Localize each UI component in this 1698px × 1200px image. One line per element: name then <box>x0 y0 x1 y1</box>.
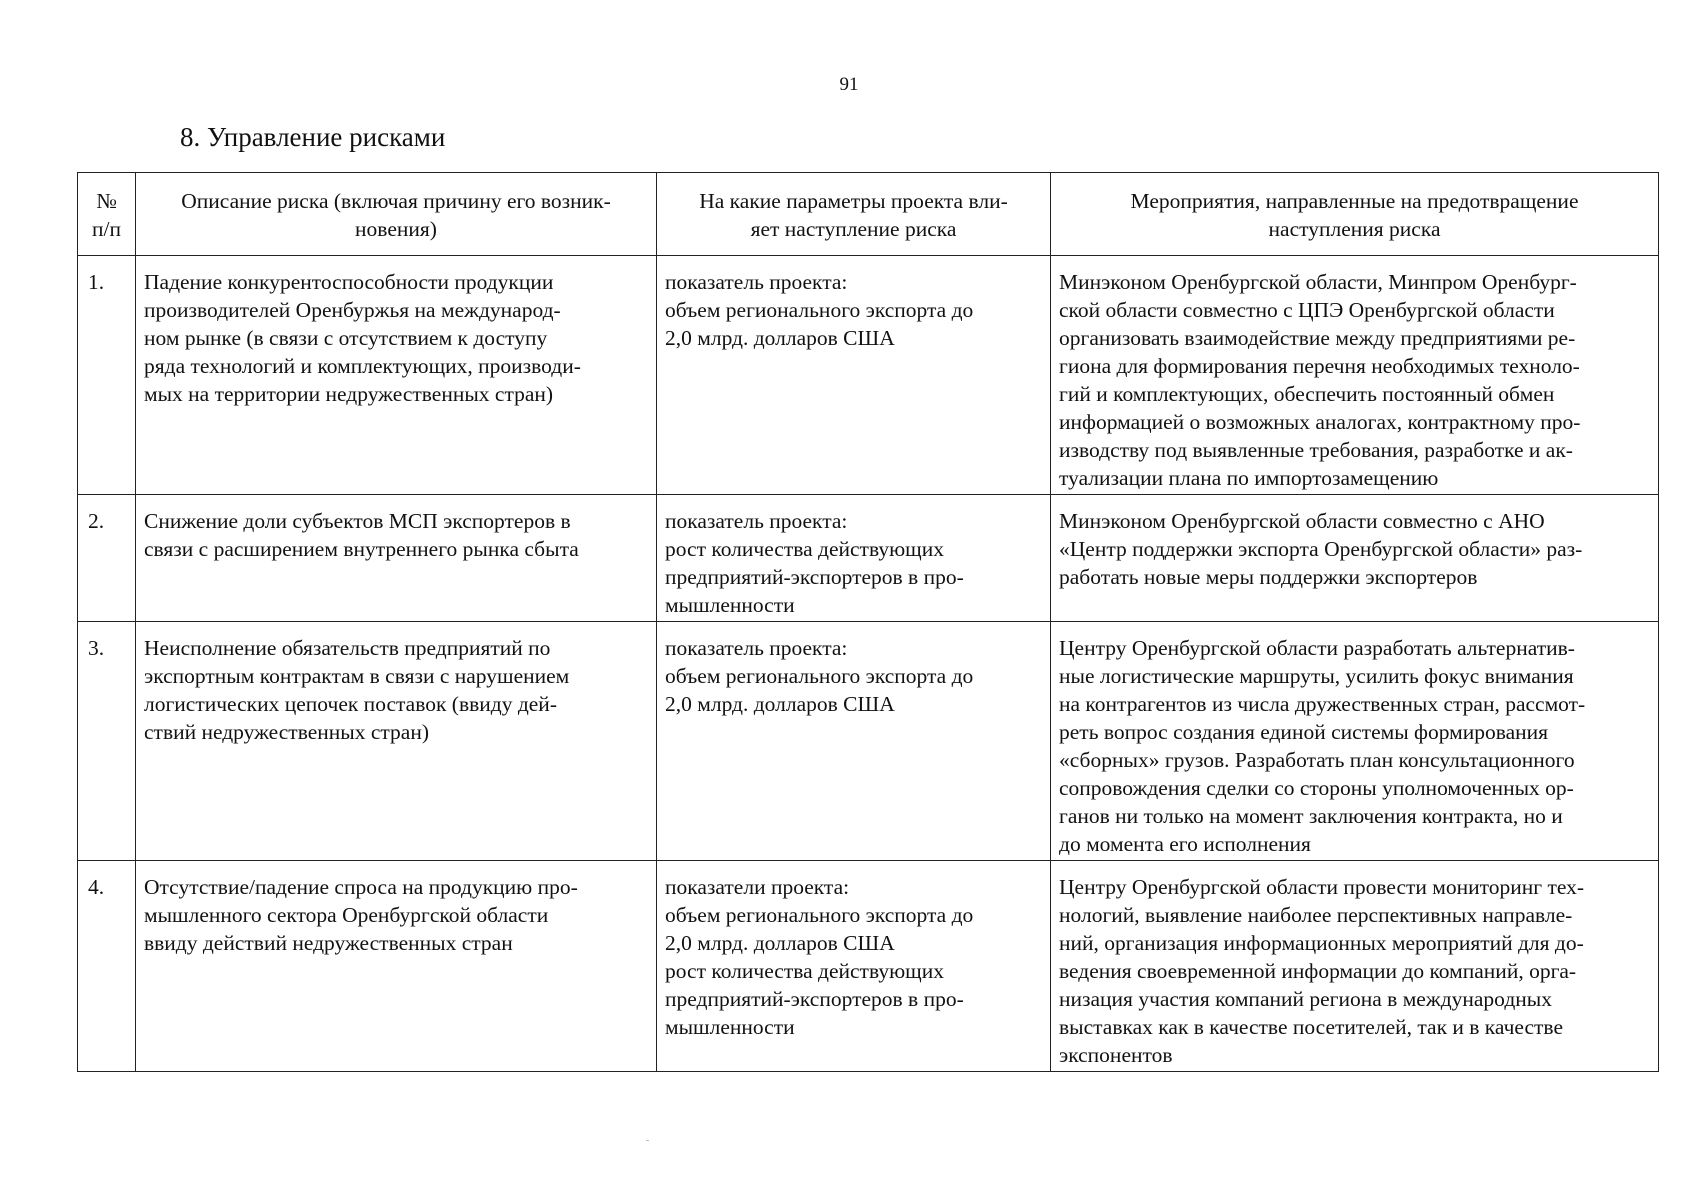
table-row <box>78 861 1659 1072</box>
row-number: 4. <box>78 861 136 1072</box>
text-line: 2,0 млрд. долларов США <box>665 326 895 350</box>
text-line: ведения своевременной информации до компаний, орга- <box>1059 959 1577 983</box>
text-line: Центру Оренбургской области провести мониторинг тех- <box>1059 875 1585 899</box>
prevention-measures <box>1051 495 1659 622</box>
row-number: 1. <box>78 256 136 495</box>
text-line: показатель проекта: <box>665 636 848 660</box>
text-line: производителей Оренбуржья на международ- <box>144 298 561 322</box>
text-line: Минэконом Оренбургской области, Минпром Оренбург- <box>1059 270 1577 294</box>
text-line: ской области совместно с ЦПЭ Оренбургской области <box>1059 298 1555 322</box>
text-line: 2,0 млрд. долларов США <box>665 931 895 955</box>
text-line: до момента его исполнения <box>1059 832 1311 856</box>
text-line: экспортным контрактам в связи с нарушением <box>144 664 570 688</box>
text-line: объем регионального экспорта до <box>665 298 974 322</box>
header-line: наступления риска <box>1268 217 1441 241</box>
affected-parameters <box>657 256 1051 495</box>
text-line: изводству под выявленные требования, разработке и ак- <box>1059 438 1573 462</box>
text-line: экспонентов <box>1059 1043 1173 1067</box>
text-line: ганов ни только на момент заключения контракта, но и <box>1059 804 1563 828</box>
page-number: 91 <box>839 74 859 95</box>
text-line: организовать взаимодействие между предприятиями ре- <box>1059 326 1576 350</box>
affected-parameters <box>657 861 1051 1072</box>
text-line: рост количества действующих <box>665 959 944 983</box>
text-line: туализации плана по импортозамещению <box>1059 466 1439 490</box>
text-line: показатель проекта: <box>665 509 848 533</box>
text-line: Отсутствие/падение спроса на продукцию про- <box>144 875 578 899</box>
table-row <box>78 256 1659 495</box>
header-description <box>136 173 657 256</box>
text-line: ные логистические маршруты, усилить фокус внимания <box>1059 664 1574 688</box>
text-line: Падение конкурентоспособности продукции <box>144 270 554 294</box>
text-line: Минэконом Оренбургской области совместно с АНО <box>1059 509 1545 533</box>
text-line: работать новые меры поддержки экспортеров <box>1059 565 1478 589</box>
affected-parameters <box>657 622 1051 861</box>
header-line: новения) <box>355 217 437 241</box>
text-line: объем регионального экспорта до <box>665 664 974 688</box>
text-line: информацией о возможных аналогах, контрактному про- <box>1059 410 1581 434</box>
text-line: Центру Оренбургской области разработать альтернатив- <box>1059 636 1575 660</box>
header-line: п/п <box>92 217 121 241</box>
text-line: связи с расширением внутреннего рынка сбыта <box>144 537 579 561</box>
text-line: мышленности <box>665 1015 795 1039</box>
text-line: ввиду действий недружественных стран <box>144 931 513 955</box>
text-line: «сборных» грузов. Разработать план консультационного <box>1059 748 1575 772</box>
text-line: сопровождения сделки со стороны уполномоченных ор- <box>1059 776 1574 800</box>
risk-description <box>136 622 657 861</box>
row-number: 2. <box>78 495 136 622</box>
text-line: выставках как в качестве посетителей, так и в качестве <box>1059 1015 1564 1039</box>
header-parameters <box>657 173 1051 256</box>
header-num <box>78 173 136 256</box>
section-title: 8. Управление рисками <box>180 122 446 152</box>
table-row <box>78 495 1659 622</box>
text-line: на контрагентов из числа дружественных стран, рассмот- <box>1059 692 1586 716</box>
risk-description <box>136 256 657 495</box>
text-line: низация участия компаний региона в международных <box>1059 987 1552 1011</box>
text-line: ний, организация информационных мероприятий для до- <box>1059 931 1584 955</box>
header-line: № <box>96 189 117 213</box>
text-line: мышленности <box>665 593 795 617</box>
text-line: 2,0 млрд. долларов США <box>665 692 895 716</box>
header-line: яет наступление риска <box>750 217 957 241</box>
risk-description <box>136 861 657 1072</box>
prevention-measures <box>1051 622 1659 861</box>
header-line: На какие параметры проекта вли- <box>699 189 1008 213</box>
text-line: объем регионального экспорта до <box>665 903 974 927</box>
text-line: ствий недружественных стран) <box>144 720 430 744</box>
row-number: 3. <box>78 622 136 861</box>
text-line: мых на территории недружественных стран) <box>144 382 554 406</box>
risk-management-table <box>77 172 1659 1072</box>
table-header-row <box>78 173 1659 256</box>
text-line: Неисполнение обязательств предприятий по <box>144 636 551 660</box>
text-line: мышленного сектора Оренбургской области <box>144 903 549 927</box>
text-line: реть вопрос создания единой системы формирования <box>1059 720 1549 744</box>
scan-speck <box>646 1140 649 1141</box>
text-line: ном рынке (в связи с отсутствием к доступу <box>144 326 548 350</box>
text-line: показатель проекта: <box>665 270 848 294</box>
table-row <box>78 622 1659 861</box>
text-line: показатели проекта: <box>665 875 850 899</box>
prevention-measures <box>1051 861 1659 1072</box>
header-measures <box>1051 173 1659 256</box>
text-line: гий и комплектующих, обеспечить постоянный обмен <box>1059 382 1555 406</box>
text-line: предприятий-экспортеров в про- <box>665 987 964 1011</box>
text-line: нологий, выявление наиболее перспективных направле- <box>1059 903 1573 927</box>
text-line: рост количества действующих <box>665 537 944 561</box>
text-line: «Центр поддержки экспорта Оренбургской области» раз- <box>1059 537 1583 561</box>
text-line: логистических цепочек поставок (ввиду дей- <box>144 692 557 716</box>
text-line: ряда технологий и комплектующих, производи- <box>144 354 581 378</box>
affected-parameters <box>657 495 1051 622</box>
text-line: Снижение доли субъектов МСП экспортеров в <box>144 509 571 533</box>
header-line: Описание риска (включая причину его возник- <box>181 189 611 213</box>
header-line: Мероприятия, направленные на предотвращение <box>1130 189 1579 213</box>
risk-description <box>136 495 657 622</box>
prevention-measures <box>1051 256 1659 495</box>
text-line: предприятий-экспортеров в про- <box>665 565 964 589</box>
text-line: гиона для формирования перечня необходимых техноло- <box>1059 354 1580 378</box>
